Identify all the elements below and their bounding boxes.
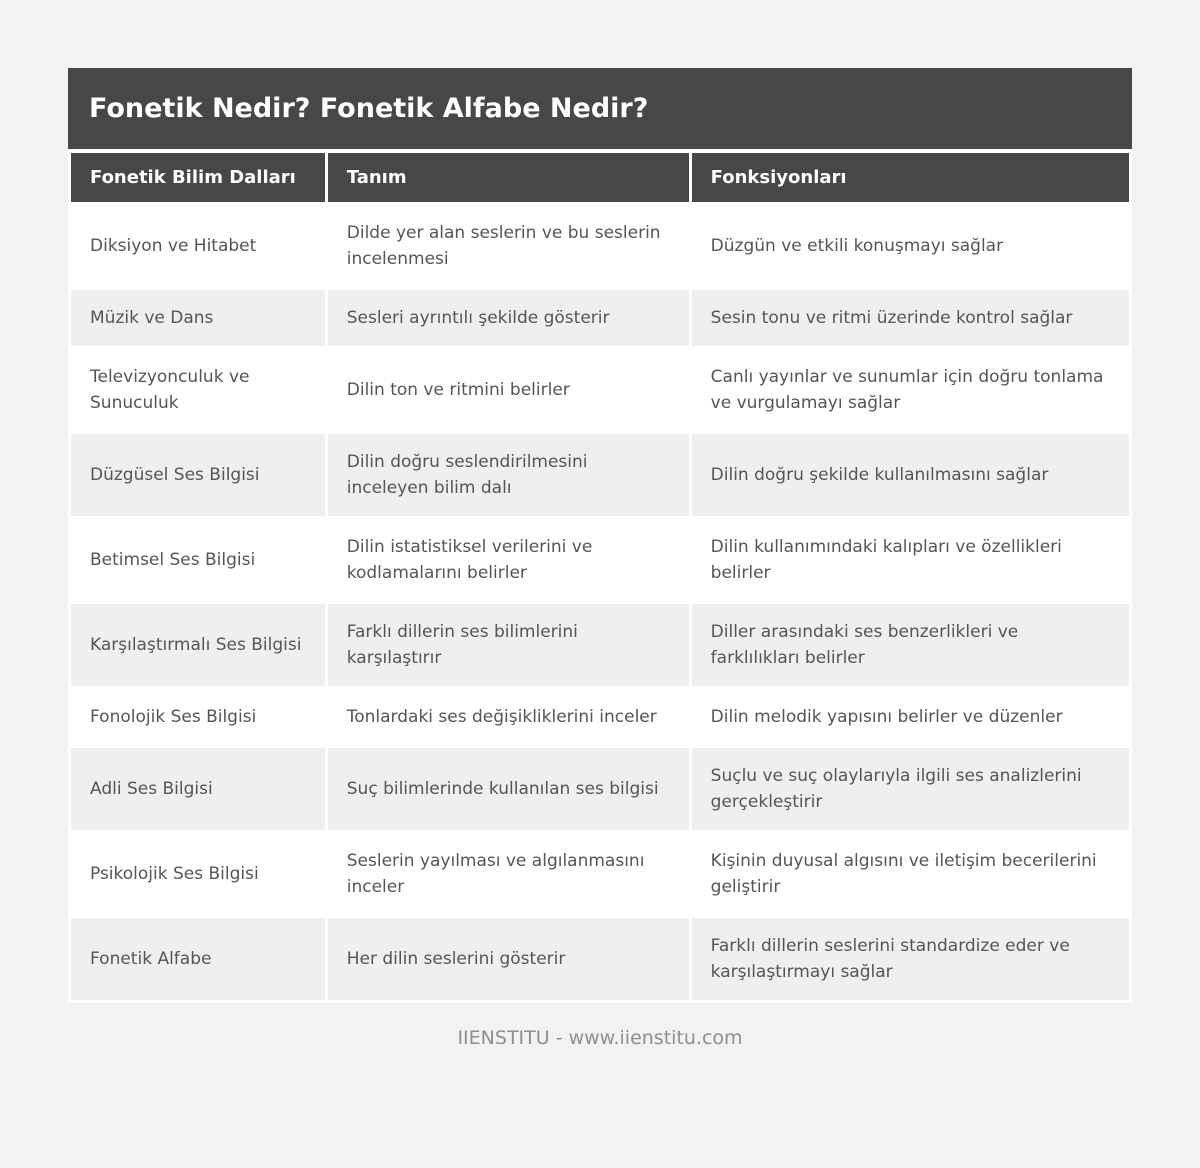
cell-bilim-dali: Karşılaştırmalı Ses Bilgisi [70,603,327,688]
cell-fonksiyon: Suçlu ve suç olaylarıyla ilgili ses analizlerini gerçekleştirir [690,747,1130,832]
cell-fonksiyon: Diller arasındaki ses benzerlikleri ve farklılıkları belirler [690,603,1130,688]
phonetics-table [68,150,1132,1003]
cell-tanim: Dilin doğru seslendirilmesini inceleyen bilim dalı [326,433,690,518]
cell-tanim: Seslerin yayılması ve algılanmasını inceler [326,832,690,917]
cell-bilim-dali: Düzgüsel Ses Bilgisi [70,433,327,518]
table-header-row [70,152,1131,204]
cell-bilim-dali: Müzik ve Dans [70,289,327,348]
cell-tanim: Suç bilimlerinde kullanılan ses bilgisi [326,747,690,832]
cell-bilim-dali: Adli Ses Bilgisi [70,747,327,832]
cell-tanim: Farklı dillerin ses bilimlerini karşılaştırır [326,603,690,688]
title-bar [68,68,1132,149]
cell-fonksiyon: Dilin melodik yapısını belirler ve düzenler [690,688,1130,747]
cell-bilim-dali: Psikolojik Ses Bilgisi [70,832,327,917]
cell-bilim-dali: Fonolojik Ses Bilgisi [70,688,327,747]
cell-bilim-dali: Betimsel Ses Bilgisi [70,518,327,603]
table-row [70,518,1131,603]
table-row [70,832,1131,917]
table-row [70,747,1131,832]
cell-bilim-dali: Televizyonculuk ve Sunuculuk [70,348,327,433]
cell-fonksiyon: Dilin doğru şekilde kullanılmasını sağlar [690,433,1130,518]
table-row [70,603,1131,688]
cell-fonksiyon: Kişinin duyusal algısını ve iletişim becerilerini geliştirir [690,832,1130,917]
cell-tanim: Dilin istatistiksel verilerini ve kodlamalarını belirler [326,518,690,603]
cell-fonksiyon: Düzgün ve etkili konuşmayı sağlar [690,204,1130,289]
cell-fonksiyon: Canlı yayınlar ve sunumlar için doğru tonlama ve vurgulamayı sağlar [690,348,1130,433]
column-header-fonksiyonlari: Fonksiyonları [690,152,1130,204]
cell-tanim: Dilin ton ve ritmini belirler [326,348,690,433]
table-row [70,348,1131,433]
column-header-tanim: Tanım [326,152,690,204]
table-row [70,204,1131,289]
cell-fonksiyon: Dilin kullanımındaki kalıpları ve özellikleri belirler [690,518,1130,603]
cell-tanim: Sesleri ayrıntılı şekilde gösterir [326,289,690,348]
cell-tanim: Her dilin seslerini gösterir [326,917,690,1002]
cell-bilim-dali: Diksiyon ve Hitabet [70,204,327,289]
table-row [70,688,1131,747]
table-row [70,433,1131,518]
phonetics-infographic [68,68,1132,1003]
column-header-bilim-dallari: Fonetik Bilim Dalları [70,152,327,204]
cell-tanim: Tonlardaki ses değişikliklerini inceler [326,688,690,747]
cell-fonksiyon: Farklı dillerin seslerini standardize eder ve karşılaştırmayı sağlar [690,917,1130,1002]
cell-bilim-dali: Fonetik Alfabe [70,917,327,1002]
cell-tanim: Dilde yer alan seslerin ve bu seslerin incelenmesi [326,204,690,289]
cell-fonksiyon: Sesin tonu ve ritmi üzerinde kontrol sağlar [690,289,1130,348]
table-row [70,917,1131,1002]
footer-credit: IIENSTITU - www.iienstitu.com [457,1027,743,1049]
page-title: Fonetik Nedir? Fonetik Alfabe Nedir? [89,93,649,124]
table-row [70,289,1131,348]
